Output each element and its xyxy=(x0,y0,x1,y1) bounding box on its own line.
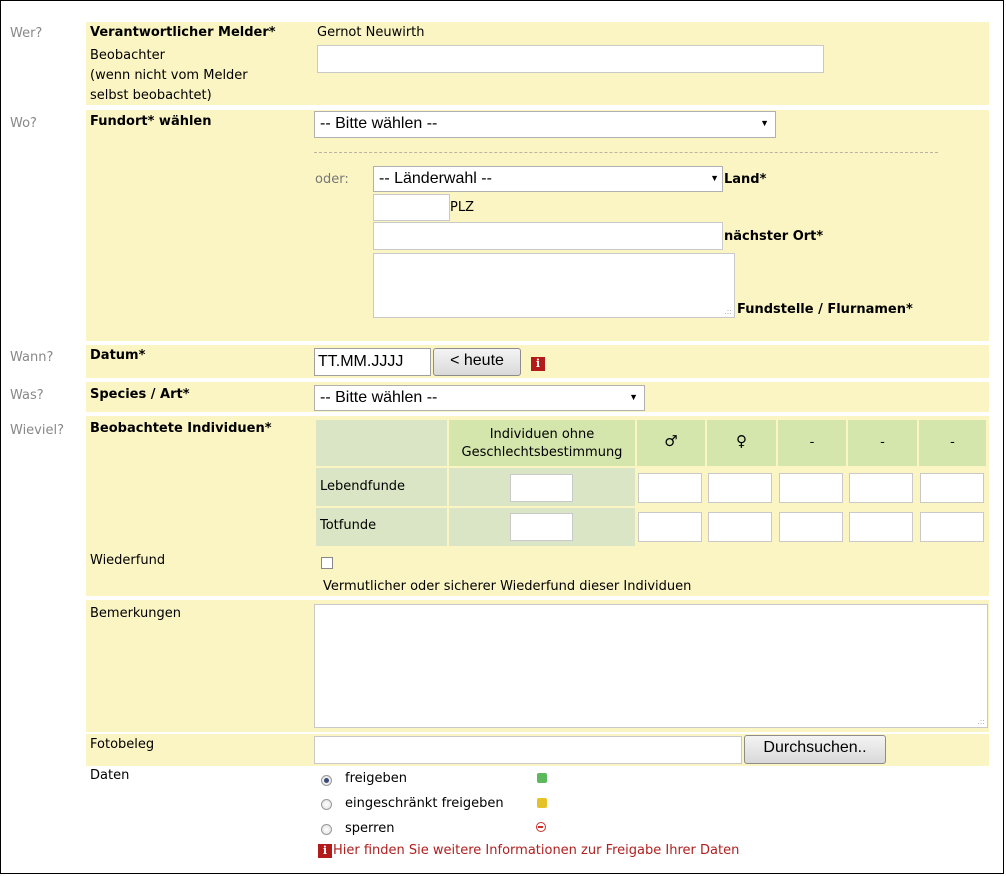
option-eingeschraenkt-label[interactable]: eingeschränkt freigeben xyxy=(345,796,504,811)
lebend-female-input[interactable] xyxy=(708,473,772,503)
radio-sperren[interactable] xyxy=(321,824,332,835)
fotobeleg-label: Fotobeleg xyxy=(90,737,155,752)
beobachter-label-line2: (wenn nicht vom Melder xyxy=(90,68,248,83)
female-icon: ♀ xyxy=(736,432,747,450)
col-header-ohne-line1: Individuen ohne xyxy=(489,427,595,442)
col-header-male xyxy=(637,420,705,466)
melder-value: Gernot Neuwirth xyxy=(317,25,425,40)
fundort-label: Fundort* wählen xyxy=(90,114,212,129)
beobachter-input[interactable] xyxy=(317,45,824,73)
lebend-ohne-input[interactable] xyxy=(510,474,573,502)
chevron-down-icon: ▼ xyxy=(710,173,719,183)
info-icon: i xyxy=(318,844,332,858)
resize-handle-icon[interactable]: .:: xyxy=(977,717,985,726)
ort-input[interactable] xyxy=(373,222,723,250)
row-label-wo: Wo? xyxy=(10,116,37,131)
plz-label: PLZ xyxy=(450,200,474,215)
land-select-value: -- Länderwahl -- xyxy=(379,170,492,187)
datum-label: Datum* xyxy=(90,348,146,363)
col-header-female xyxy=(707,420,776,466)
chevron-down-icon: ▼ xyxy=(629,392,638,402)
grid-corner xyxy=(316,420,447,466)
fotobeleg-file-input[interactable] xyxy=(314,736,742,764)
radio-freigeben[interactable] xyxy=(321,775,332,786)
beobachter-label-line3: selbst beobachtet) xyxy=(90,88,212,103)
durchsuchen-button[interactable]: Durchsuchen.. xyxy=(744,735,886,764)
row-label-wann: Wann? xyxy=(10,350,54,365)
info-icon[interactable]: i xyxy=(531,357,545,371)
male-icon: ♂ xyxy=(664,432,678,450)
daten-label: Daten xyxy=(90,768,130,783)
fundort-select-value: -- Bitte wählen -- xyxy=(320,115,438,132)
tot-extra2-input[interactable] xyxy=(849,512,913,542)
wiederfund-text: Vermutlicher oder sicherer Wiederfund dieser Individuen xyxy=(323,579,692,594)
species-label: Species / Art* xyxy=(90,387,190,402)
bemerkungen-textarea[interactable] xyxy=(314,604,988,728)
tot-extra3-input[interactable] xyxy=(920,512,984,542)
wiederfund-checkbox[interactable] xyxy=(321,557,333,569)
tot-extra1-input[interactable] xyxy=(779,512,843,542)
row-label-was: Was? xyxy=(10,388,44,403)
land-select[interactable] xyxy=(373,166,723,192)
col-header-extra1: - xyxy=(778,420,846,466)
radio-eingeschraenkt[interactable] xyxy=(321,799,332,810)
wo-divider xyxy=(314,152,938,153)
individuen-label: Beobachtete Individuen* xyxy=(90,421,272,436)
melder-label: Verantwortlicher Melder* xyxy=(90,25,276,40)
lebend-extra2-input[interactable] xyxy=(849,473,913,503)
datum-input[interactable] xyxy=(314,348,431,376)
heute-button[interactable]: < heute xyxy=(433,348,521,376)
col-header-extra3: - xyxy=(919,420,986,466)
col-header-extra2: - xyxy=(848,420,917,466)
ort-label: nächster Ort* xyxy=(724,229,824,244)
row-label-wer: Wer? xyxy=(10,26,43,41)
resize-handle-icon[interactable]: .:: xyxy=(724,307,732,316)
tot-female-input[interactable] xyxy=(708,512,772,542)
chevron-down-icon: ▼ xyxy=(760,118,769,128)
tot-ohne-input[interactable] xyxy=(510,513,573,541)
lebend-extra3-input[interactable] xyxy=(920,473,984,503)
land-label: Land* xyxy=(724,172,767,187)
tot-male-input[interactable] xyxy=(638,512,702,542)
fundort-select[interactable] xyxy=(314,111,776,138)
fundstelle-label: Fundstelle / Flurnamen* xyxy=(737,302,913,317)
row-label-lebendfunde: Lebendfunde xyxy=(316,468,447,506)
col-header-ohne xyxy=(449,420,635,466)
status-yellow-icon xyxy=(537,798,547,808)
option-sperren-label[interactable]: sperren xyxy=(345,821,395,836)
oder-label: oder: xyxy=(315,172,349,187)
bemerkungen-label: Bemerkungen xyxy=(90,606,182,621)
row-label-wieviel: Wieviel? xyxy=(10,423,64,438)
wiederfund-label: Wiederfund xyxy=(90,553,166,568)
lebend-extra1-input[interactable] xyxy=(779,473,843,503)
col-header-ohne-line2: Geschlechtsbestimmung xyxy=(461,445,623,460)
row-label-totfunde: Totfunde xyxy=(316,508,447,546)
freigabe-info-link[interactable]: Hier finden Sie weitere Informationen zur Freigabe Ihrer Daten xyxy=(333,843,740,858)
beobachter-label xyxy=(90,46,248,106)
status-blocked-icon xyxy=(536,822,546,832)
option-freigeben-label[interactable]: freigeben xyxy=(345,771,407,786)
datum-input-value: TT.MM.JJJJ xyxy=(318,353,404,370)
beobachter-label-line1: Beobachter xyxy=(90,48,165,63)
species-select[interactable] xyxy=(314,385,645,411)
species-select-value: -- Bitte wählen -- xyxy=(320,389,438,406)
plz-input[interactable] xyxy=(373,194,450,221)
fundstelle-textarea[interactable] xyxy=(373,253,735,318)
status-green-icon xyxy=(537,773,547,783)
lebend-male-input[interactable] xyxy=(638,473,702,503)
